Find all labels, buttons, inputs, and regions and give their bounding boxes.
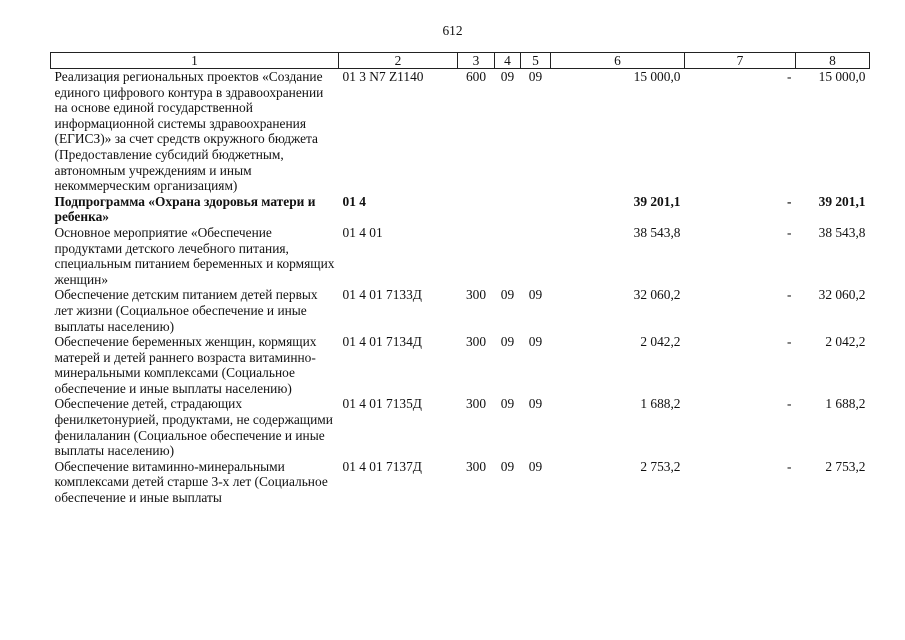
page-number: 612 xyxy=(442,23,463,38)
row-amount: 15 000,0 xyxy=(633,69,681,84)
row-col7: - xyxy=(787,69,792,84)
column-header-6: 6 xyxy=(551,53,685,69)
row-section xyxy=(495,194,521,225)
row-subsection: 09 xyxy=(528,458,543,474)
row-code: 01 4 xyxy=(342,193,366,209)
column-header-3: 3 xyxy=(458,53,495,69)
row-total: 39 201,1 xyxy=(818,193,866,209)
column-header-4: 4 xyxy=(495,53,521,69)
row-amount: 1 688,2 xyxy=(640,396,681,412)
row-col7: - xyxy=(787,287,792,303)
column-number-header-row xyxy=(51,53,870,69)
row-section: 09 xyxy=(500,458,515,474)
row-name: Обеспечение беременных женщин, кормящих матерей и детей раннего возраста витаминно-минеральными комплексами (Социальное обеспечение и иные выплаты населению) xyxy=(54,334,317,396)
column-header-8: 8 xyxy=(796,53,870,69)
row-expense-type xyxy=(458,194,495,225)
row-col7: - xyxy=(787,334,792,350)
row-total: 2 753,2 xyxy=(825,458,866,474)
row-code: 01 3 N7 Z1140 xyxy=(342,69,424,84)
column-header-1: 1 xyxy=(51,53,339,69)
row-section xyxy=(495,225,521,287)
column-header-2: 2 xyxy=(339,53,458,69)
row-amount: 38 543,8 xyxy=(633,224,681,240)
row-total: 15 000,0 xyxy=(818,69,866,84)
row-name: Основное мероприятие «Обеспечение продуктами детского лечебного питания, специальным питанием беременных и кормящих женщин» xyxy=(54,224,335,287)
budget-table xyxy=(50,52,870,506)
row-amount: 32 060,2 xyxy=(633,287,681,303)
row-total: 32 060,2 xyxy=(818,287,866,303)
row-code: 01 4 01 xyxy=(342,224,383,240)
row-section: 09 xyxy=(500,396,515,412)
table-row xyxy=(51,459,870,506)
row-total: 2 042,2 xyxy=(825,334,866,350)
row-amount: 2 753,2 xyxy=(640,458,681,474)
column-header-7: 7 xyxy=(685,53,796,69)
row-col7: - xyxy=(787,458,792,474)
row-name: Подпрограмма «Охрана здоровья матери и ребенка» xyxy=(54,193,316,225)
row-section: 09 xyxy=(500,69,515,84)
row-name: Обеспечение детей, страдающих фенилкетонурией, продуктами, не содержащими фенилаланин (Социальное обеспечение и иные выплаты населению) xyxy=(54,396,333,459)
row-subsection: 09 xyxy=(528,334,543,350)
row-subsection: 09 xyxy=(528,396,543,412)
table-row xyxy=(51,334,870,396)
row-col7: - xyxy=(787,193,792,209)
row-name: Обеспечение витаминно-минеральными комплексами детей старше 3-х лет (Социальное обеспечение и иные выплаты xyxy=(54,458,328,506)
row-name: Реализация региональных проектов «Создание единого цифрового контура в здравоохранении на основе единой государственной информационной системы здравоохранения (ЕГИСЗ)» за счет средств окружного бюджета (Предоставление субсидий бюджетным, автономным учреждениям и иным некоммерческим организациям) xyxy=(54,69,324,194)
table-row xyxy=(51,194,870,225)
row-code: 01 4 01 7133Д xyxy=(342,287,422,303)
column-header-5: 5 xyxy=(521,53,551,69)
row-col7: - xyxy=(787,224,792,240)
row-expense-type: 300 xyxy=(465,458,487,474)
row-amount: 39 201,1 xyxy=(633,193,681,209)
table-row xyxy=(51,69,870,194)
table-row xyxy=(51,225,870,287)
row-subsection xyxy=(521,194,551,225)
row-section: 09 xyxy=(500,287,515,303)
row-subsection: 09 xyxy=(528,69,543,84)
row-code: 01 4 01 7137Д xyxy=(342,458,422,474)
table-row xyxy=(51,396,870,458)
table-row xyxy=(51,287,870,334)
row-amount: 2 042,2 xyxy=(640,334,681,350)
row-total: 38 543,8 xyxy=(818,224,866,240)
row-expense-type xyxy=(458,225,495,287)
row-col7: - xyxy=(787,396,792,412)
row-expense-type: 600 xyxy=(465,69,487,84)
row-section: 09 xyxy=(500,334,515,350)
row-code: 01 4 01 7134Д xyxy=(342,334,422,350)
row-code: 01 4 01 7135Д xyxy=(342,396,422,412)
row-subsection xyxy=(521,225,551,287)
row-expense-type: 300 xyxy=(465,287,487,303)
row-expense-type: 300 xyxy=(465,334,487,350)
row-total: 1 688,2 xyxy=(825,396,866,412)
row-subsection: 09 xyxy=(528,287,543,303)
row-name: Обеспечение детским питанием детей первых лет жизни (Социальное обеспечение и иные выплаты населению) xyxy=(54,287,318,334)
row-expense-type: 300 xyxy=(465,396,487,412)
